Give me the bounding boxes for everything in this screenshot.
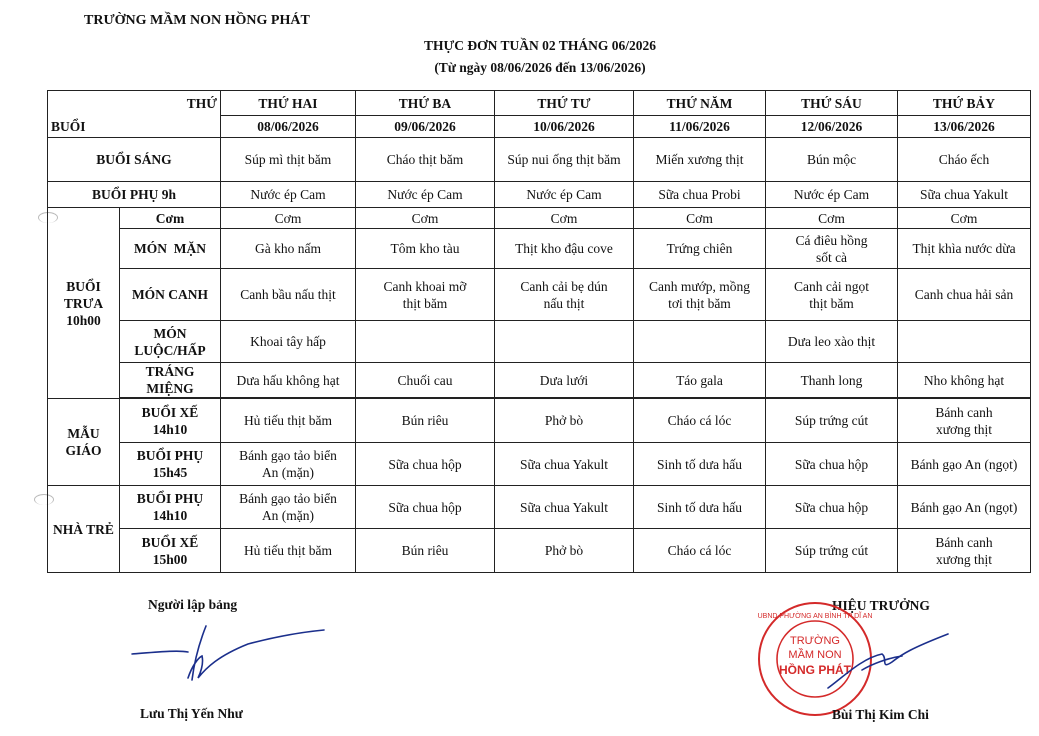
menu-cell: Sinh tố dưa hấu bbox=[634, 486, 766, 529]
day-date: 08/06/2026 bbox=[221, 116, 356, 138]
menu-cell: Hủ tiếu thịt băm bbox=[221, 529, 356, 573]
menu-cell: Cơm bbox=[766, 208, 898, 229]
menu-cell: Cơm bbox=[898, 208, 1031, 229]
menu-cell: Bánh gạo tảo biển An (mặn) bbox=[221, 486, 356, 529]
menu-cell: Thịt khìa nước dừa bbox=[898, 229, 1031, 269]
group-label-line: 10h00 bbox=[66, 312, 101, 328]
table-row-mg-buoi-phu bbox=[48, 443, 1031, 486]
table-row-nt-buoi-xe bbox=[48, 529, 1031, 573]
day-date: 10/06/2026 bbox=[495, 116, 634, 138]
row-label: MÓN MẶN bbox=[120, 229, 221, 269]
menu-cell: Bánh gạo An (ngọt) bbox=[898, 486, 1031, 529]
menu-cell: Nước ép Cam bbox=[766, 182, 898, 208]
day-name: THỨ SÁU bbox=[766, 91, 898, 116]
row-label-line: LUỘC/HẤP bbox=[134, 342, 206, 358]
menu-cell: Thịt kho đậu cove bbox=[495, 229, 634, 269]
row-label-line: 15h00 bbox=[152, 551, 188, 567]
menu-cell bbox=[495, 321, 634, 363]
menu-cell: Phở bò bbox=[495, 399, 634, 443]
menu-cell: Dưa hấu không hạt bbox=[221, 363, 356, 398]
table-row-mon-canh bbox=[48, 269, 1031, 321]
menu-cell: Nho không hạt bbox=[898, 363, 1031, 398]
menu-cell: Bún mộc bbox=[766, 138, 898, 182]
day-name: THỨ HAI bbox=[221, 91, 356, 116]
menu-cell: Gà kho nấm bbox=[221, 229, 356, 269]
menu-cell: Khoai tây hấp bbox=[221, 321, 356, 363]
menu-cell: Bánh gạo An (ngọt) bbox=[898, 443, 1031, 486]
menu-cell: Cháo cá lóc bbox=[634, 529, 766, 573]
menu-cell: Sữa chua Yakult bbox=[898, 182, 1031, 208]
menu-cell: Súp mì thịt băm bbox=[221, 138, 356, 182]
menu-cell: Súp trứng cút bbox=[766, 399, 898, 443]
menu-cell: Trứng chiên bbox=[634, 229, 766, 269]
menu-cell: Súp trứng cút bbox=[766, 529, 898, 573]
menu-cell: Cơm bbox=[221, 208, 356, 229]
menu-cell bbox=[356, 321, 495, 363]
day-date: 13/06/2026 bbox=[898, 116, 1031, 138]
menu-cell: Canh bầu nấu thịt bbox=[221, 269, 356, 321]
principal-title: HIỆU TRƯỞNG bbox=[832, 598, 930, 613]
day-date: 09/06/2026 bbox=[356, 116, 495, 138]
seal-text: HỒNG PHÁT bbox=[779, 663, 851, 677]
row-label-line: MÓN bbox=[153, 325, 187, 341]
row-label-line: BUỔI PHỤ bbox=[136, 448, 204, 463]
menu-cell: Nước ép Cam bbox=[221, 182, 356, 208]
table-row-nt-buoi-phu bbox=[48, 486, 1031, 529]
table-row-buoi-phu-9h bbox=[48, 182, 1031, 208]
menu-cell: Cháo cá lóc bbox=[634, 399, 766, 443]
seal-text: TRƯỜNG bbox=[790, 635, 840, 647]
menu-cell: Sữa chua hộp bbox=[766, 486, 898, 529]
row-label bbox=[120, 363, 221, 398]
menu-cell: Dưa leo xào thịt bbox=[766, 321, 898, 363]
menu-cell: Canh cải ngọt thịt băm bbox=[766, 269, 898, 321]
row-label bbox=[120, 321, 221, 363]
menu-cell: Sữa chua hộp bbox=[766, 443, 898, 486]
group-label-buoi-trua bbox=[48, 208, 120, 399]
menu-cell: Cháo ếch bbox=[898, 138, 1031, 182]
menu-cell: Súp nui ống thịt băm bbox=[495, 138, 634, 182]
menu-cell: Tôm kho tàu bbox=[356, 229, 495, 269]
group-label-mau-giao bbox=[48, 399, 120, 486]
group-label-line: MẪU bbox=[67, 426, 100, 441]
table-row-com bbox=[48, 208, 1031, 229]
menu-cell bbox=[898, 321, 1031, 363]
row-label-line: 14h10 bbox=[152, 421, 188, 437]
row-label bbox=[120, 529, 221, 573]
principal-signature-icon bbox=[822, 618, 962, 698]
menu-cell: Miến xương thịt bbox=[634, 138, 766, 182]
menu-cell bbox=[634, 321, 766, 363]
row-label-line: MIỆNG bbox=[146, 381, 194, 396]
menu-cell: Cơm bbox=[495, 208, 634, 229]
preparer-name: Lưu Thị Yến Như bbox=[140, 706, 243, 721]
date-range: (Từ ngày 08/06/2026 đến 13/06/2026) bbox=[434, 60, 646, 75]
header-row-days bbox=[48, 91, 1031, 116]
menu-cell: Cá điêu hồng sốt cà bbox=[766, 229, 898, 269]
menu-cell: Thanh long bbox=[766, 363, 898, 398]
principal-name: Bùi Thị Kim Chi bbox=[832, 707, 929, 722]
day-date: 11/06/2026 bbox=[634, 116, 766, 138]
menu-cell: Bánh canh xương thịt bbox=[898, 399, 1031, 443]
menu-cell: Canh cải bẹ dún nấu thịt bbox=[495, 269, 634, 321]
seal-text: MẦM NON bbox=[788, 649, 842, 661]
menu-cell: Chuối cau bbox=[356, 363, 495, 398]
preparer-title: Người lập bảng bbox=[148, 597, 238, 612]
menu-cell: Sữa chua hộp bbox=[356, 486, 495, 529]
menu-cell: Dưa lưới bbox=[495, 363, 634, 398]
row-label: BUỔI PHỤ 9h bbox=[48, 182, 221, 208]
menu-cell: Sữa chua Yakult bbox=[495, 443, 634, 486]
thu-label: THỨ bbox=[48, 91, 221, 116]
menu-cell: Phở bò bbox=[495, 529, 634, 573]
menu-cell: Bánh gạo tảo biển An (mặn) bbox=[221, 443, 356, 486]
group-label-line: TRƯA bbox=[63, 295, 104, 311]
row-label bbox=[120, 399, 221, 443]
menu-cell: Nước ép Cam bbox=[356, 182, 495, 208]
group-label-line: GIÁO bbox=[65, 443, 102, 458]
menu-cell: Sinh tố dưa hấu bbox=[634, 443, 766, 486]
menu-cell: Nước ép Cam bbox=[495, 182, 634, 208]
menu-cell: Cơm bbox=[356, 208, 495, 229]
table-row-buoi-sang bbox=[48, 138, 1031, 182]
menu-cell: Cháo thịt băm bbox=[356, 138, 495, 182]
row-label-line: TRÁNG bbox=[145, 364, 195, 379]
seal-ring-text: UBND PHƯỜNG AN BÌNH TP DĨ AN bbox=[757, 613, 873, 620]
row-label-line: BUỔI PHỤ bbox=[136, 491, 204, 506]
row-label-line: BUỔI XẾ bbox=[141, 534, 199, 550]
row-label bbox=[120, 443, 221, 486]
menu-cell: Hủ tiếu thịt băm bbox=[221, 399, 356, 443]
menu-table bbox=[47, 90, 1031, 573]
page-title: THỰC ĐƠN TUẦN 02 THÁNG 06/2026 bbox=[424, 38, 656, 53]
preparer-signature-icon bbox=[128, 616, 328, 686]
school-name: TRƯỜNG MẦM NON HỒNG PHÁT bbox=[84, 13, 310, 28]
menu-cell: Sữa chua hộp bbox=[356, 443, 495, 486]
menu-cell: Bún riêu bbox=[356, 399, 495, 443]
day-date: 12/06/2026 bbox=[766, 116, 898, 138]
table-row-mon-luoc bbox=[48, 321, 1031, 363]
day-name: THỨ TƯ bbox=[495, 91, 634, 116]
row-label: MÓN CANH bbox=[120, 269, 221, 321]
buoi-label: BUỔI bbox=[48, 116, 221, 138]
row-label bbox=[120, 486, 221, 529]
table-row-mon-man bbox=[48, 229, 1031, 269]
menu-cell: Canh khoai mỡ thịt băm bbox=[356, 269, 495, 321]
day-name: THỨ BA bbox=[356, 91, 495, 116]
group-label-line: BUỔI bbox=[66, 278, 101, 294]
menu-cell: Bánh canh xương thịt bbox=[898, 529, 1031, 573]
day-name: THỨ BẢY bbox=[898, 91, 1031, 116]
menu-cell: Canh chua hải sản bbox=[898, 269, 1031, 321]
row-label-line: BUỔI XẾ bbox=[141, 404, 199, 420]
menu-cell: Táo gala bbox=[634, 363, 766, 398]
menu-cell: Bún riêu bbox=[356, 529, 495, 573]
day-name: THỨ NĂM bbox=[634, 91, 766, 116]
row-label-line: 14h10 bbox=[152, 508, 188, 523]
menu-cell: Cơm bbox=[634, 208, 766, 229]
table-row-mg-buoi-xe bbox=[48, 399, 1031, 443]
row-label: BUỔI SÁNG bbox=[48, 138, 221, 182]
header-row-dates bbox=[48, 116, 1031, 138]
row-label-line: 15h45 bbox=[152, 465, 188, 480]
table-row-trang-mieng bbox=[48, 363, 1031, 398]
menu-cell: Sữa chua Probi bbox=[634, 182, 766, 208]
row-label: Cơm bbox=[120, 208, 221, 229]
group-label-nha-tre: NHÀ TRẺ bbox=[48, 486, 120, 573]
menu-cell: Canh mướp, mồng tơi thịt băm bbox=[634, 269, 766, 321]
menu-cell: Sữa chua Yakult bbox=[495, 486, 634, 529]
